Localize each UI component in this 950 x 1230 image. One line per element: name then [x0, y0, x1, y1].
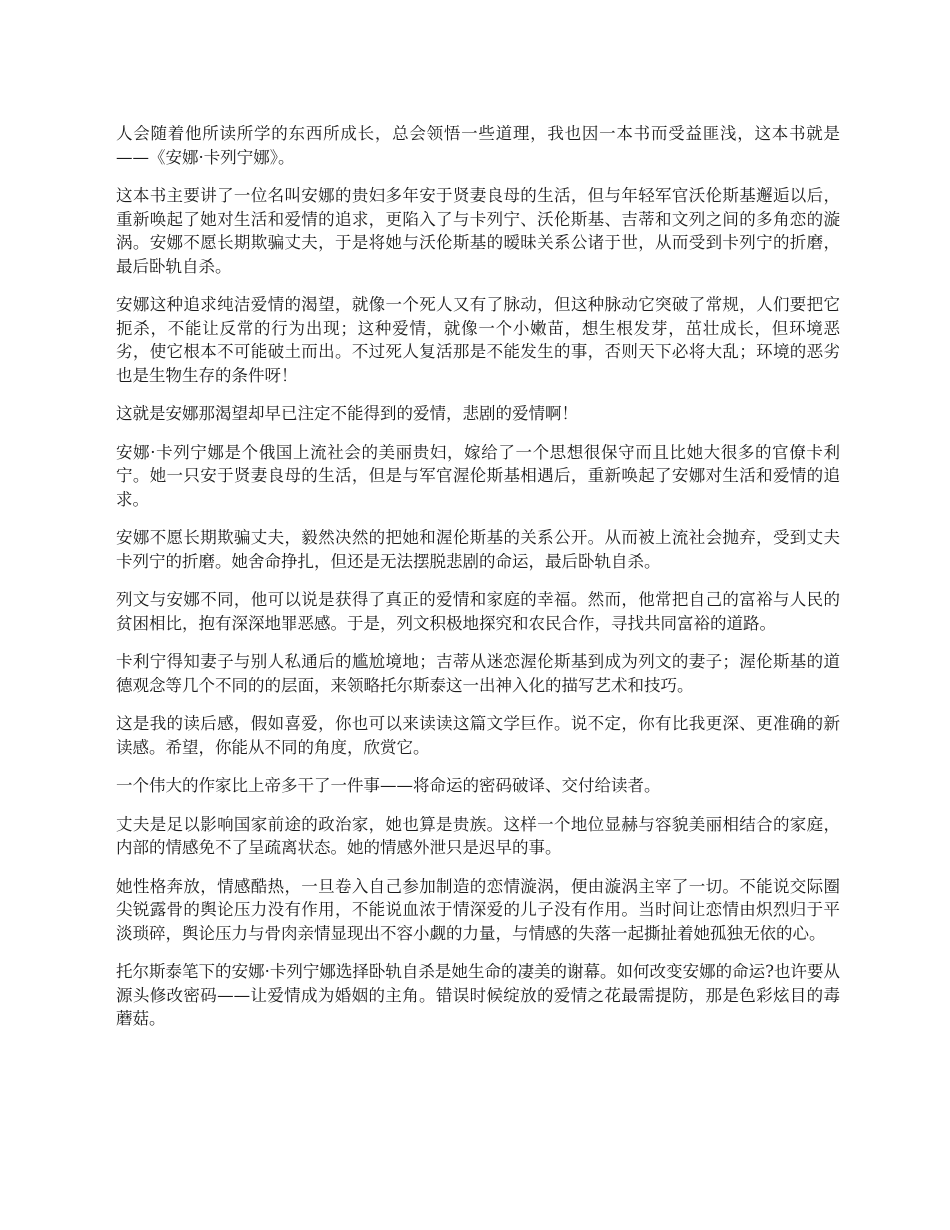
paragraph-7: 列文与安娜不同，他可以说是获得了真正的爱情和家庭的幸福。然而，他常把自己的富裕与人民的贫困相比，抱有深深地罪恶感。于是，列文积极地探究和农民合作，寻找共同富裕的道路。 [116, 590, 840, 633]
paragraph-2: 这本书主要讲了一位名叫安娜的贵妇多年安于贤妻良母的生活，但与年轻军官沃伦斯基邂逅以后，重新唤起了她对生活和爱情的追求，更陷入了与卡列宁、沃伦斯基、吉蒂和文列之间的多角恋的漩涡。安娜不愿长期欺骗丈夫，于是将她与沃伦斯基的暧昧关系公诸于世，从而受到卡列宁的折磨，最后卧轨自杀。 [116, 186, 840, 276]
paragraph-6: 安娜不愿长期欺骗丈夫，毅然决然的把她和渥伦斯基的关系公开。从而被上流社会抛弃，受到丈夫卡列宁的折磨。她舍命挣扎，但还是无法摆脱悲剧的命运，最后卧轨自杀。 [116, 528, 840, 571]
paragraph-13: 托尔斯泰笔下的安娜·卡列宁娜选择卧轨自杀是她生命的凄美的谢幕。如何改变安娜的命运?也许要从源头修改密码——让爱情成为婚姻的主角。错误时候绽放的爱情之花最需提防，那是色彩炫目的毒蘑菇。 [116, 962, 840, 1028]
paragraph-12: 她性格奔放，情感酷热，一旦卷入自己参加制造的恋情漩涡，便由漩涡主宰了一切。不能说交际圈尖锐露骨的舆论压力没有作用，不能说血浓于情深爱的儿子没有作用。当时间让恋情由炽烈归于平淡琐碎，舆论压力与骨肉亲情显现出不容小觑的力量，与情感的失落一起撕扯着她孤独无依的心。 [116, 876, 840, 943]
paragraph-10: 一个伟大的作家比上帝多干了一件事——将命运的密码破译、交付给读者。 [116, 776, 661, 795]
document-body [116, 122, 840, 1046]
paragraph-4: 这就是安娜那渴望却早已注定不能得到的爱情，悲剧的爱情啊！ [116, 404, 578, 423]
paragraph-8: 卡利宁得知妻子与别人私通后的尴尬境地；吉蒂从迷恋渥伦斯基到成为列文的妻子；渥伦斯基的道德观念等几个不同的的层面，来领略托尔斯泰这一出神入化的描写艺术和技巧。 [116, 652, 840, 695]
paragraph-5: 安娜·卡列宁娜是个俄国上流社会的美丽贵妇，嫁给了一个思想很保守而且比她大很多的官僚卡利宁。她一只安于贤妻良母的生活，但是与军官渥伦斯基相遇后，重新唤起了安娜对生活和爱情的追求。 [116, 442, 840, 509]
paragraph-3: 安娜这种追求纯洁爱情的渴望，就像一个死人又有了脉动，但这种脉动它突破了常规，人们要把它扼杀，不能让反常的行为出现；这种爱情，就像一个小嫩苗，想生根发芽，茁壮成长，但环境恶劣，使它根本不可能破土而出。不过死人复活那是不能发生的事，否则天下必将大乱；环境的恶劣也是生物生存的条件呀！ [116, 295, 840, 385]
paragraph-9: 这是我的读后感，假如喜爱，你也可以来读读这篇文学巨作。说不定，你有比我更深、更准确的新读感。希望，你能从不同的角度，欣赏它。 [116, 714, 840, 757]
paragraph-11: 丈夫是足以影响国家前途的政治家，她也算是贵族。这样一个地位显赫与容貌美丽相结合的家庭，内部的情感免不了呈疏离状态。她的情感外泄只是迟早的事。 [116, 814, 840, 857]
paragraph-1: 人会随着他所读所学的东西所成长，总会领悟一些道理，我也因一本书而受益匪浅，这本书就是——《安娜·卡列宁娜》。 [116, 124, 840, 167]
